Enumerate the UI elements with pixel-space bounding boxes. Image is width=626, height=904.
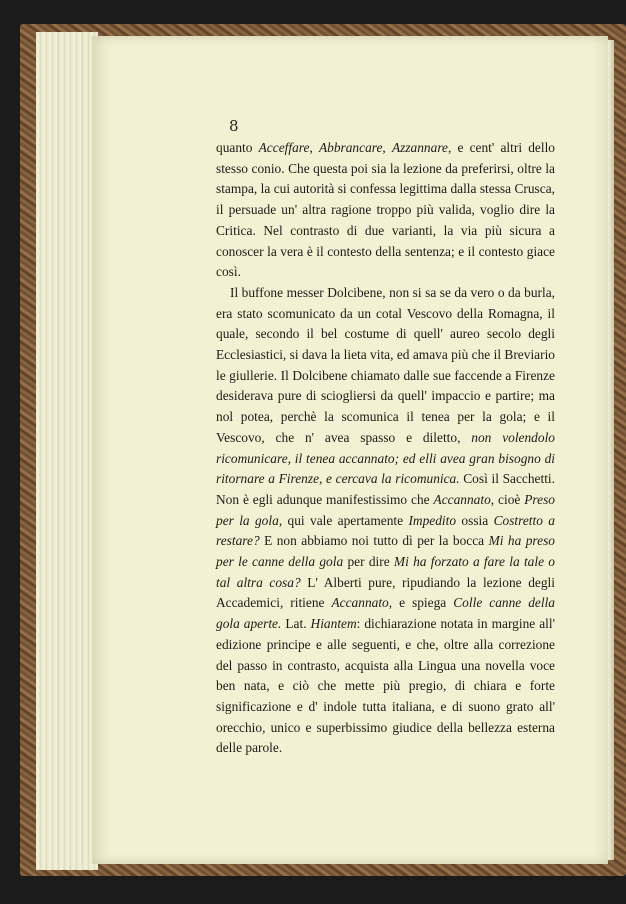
paragraph-2: Il buffone messer Dolcibene, non si sa se da vero o da burla, era stato scomunicato da un cotal Vescovo della Romagna, il quale, secondo il bel costume di quell' aureo secolo degli Ecclesiastici, si dava la lieta vita, ed amava più che il Breviario le giullerie. Il Dolcibene chiamato dalle sue faccende a Firenze desiderava pure di sciogliersi da quell' impaccio e partire; ma nol potea, perchè la scomunica il tenea per la gola; e il Vescovo, che n' avea spasso e diletto, non volendolo ricomunicare, il tenea accannato; ed elli avea gran bisogno di ritornare a Firenze, e cercava la ricomunica. Così il Sacchetti. Non è egli adunque manifestissimo che Accannato, cioè Preso per la gola, qui vale apertamente Impedito ossia Costretto a restare? E non abbiamo noi tutto dì per la bocca Mi ha preso per le canne della gola per dire Mi ha forzato a fare la tale o tal altra cosa? L' Alberti pure, ripudiando la lezione degli Accademici, ritiene Accannato, e spiega Colle canne della gola aperte. Lat. Hiantem: dichiarazione notata in margine all' edizione principe e alle seguenti, e che, oltre alla correzione del passo in contrasto, acquista alla Lingua una novella voce ben nata, e ciò che mette più pregio, di chiara e forte significazione e d' indole tutta italiana, e di suono grato all' orecchio, unico e superbissimo giudice della bellezza esterna delle parole.: [216, 284, 556, 756]
page-number: 8: [229, 117, 239, 135]
paragraph-1: quanto Acceffare, Abbrancare, Azzannare, e cent' altri dello stesso conio. Che questa poi sia la lezione da preferirsi, oltre la stampa, la cui autorità si confessa legittima dalla stessa Crusca, il persuade un' altra ragione troppo più valida, voglio dire la Critica. Nel contrasto di due varianti, la via più sicura a conoscer la vera è il contesto della sentenza; e il contesto giace così.: [216, 140, 555, 280]
page-text: [216, 138, 555, 759]
page-stack-edges: [36, 32, 98, 870]
